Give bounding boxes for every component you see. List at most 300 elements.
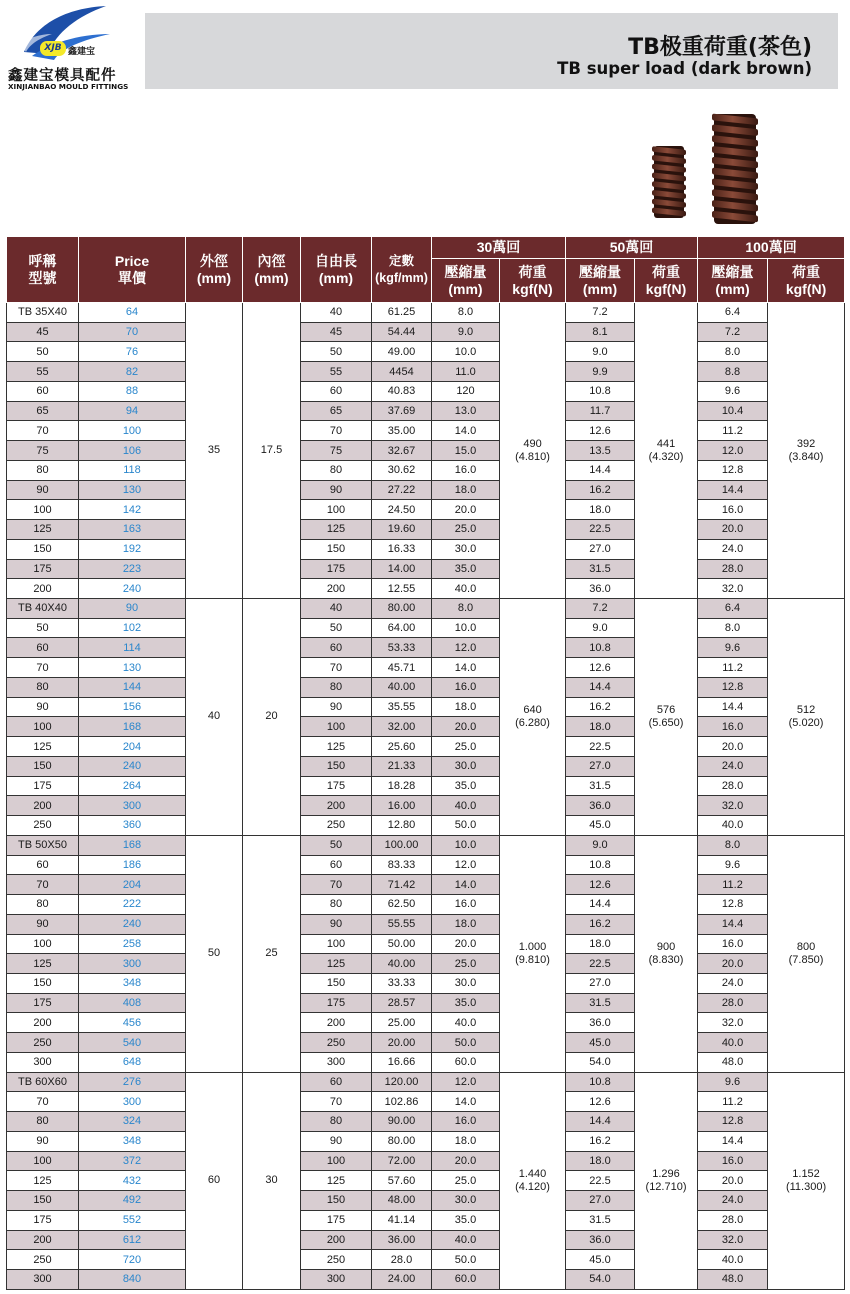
page-subtitle: TB super load (dark brown) <box>557 59 812 78</box>
cell-compression-100: 8.8 <box>698 362 768 382</box>
cell-constant: 53.33 <box>372 638 432 658</box>
cell-compression-100: 28.0 <box>698 1210 768 1230</box>
cell-compression-100: 28.0 <box>698 776 768 796</box>
cell-price: 100 <box>79 421 186 441</box>
cell-price: 300 <box>79 954 186 974</box>
logo-badge: XJB <box>40 41 66 56</box>
cell-compression-50: 22.5 <box>566 954 635 974</box>
cell-price: 106 <box>79 441 186 461</box>
cell-constant: 25.00 <box>372 1013 432 1033</box>
cell-free-length: 50 <box>301 342 372 362</box>
cell-compression-50: 14.4 <box>566 895 635 915</box>
cell-price: 840 <box>79 1269 186 1289</box>
cell-model: 150 <box>7 973 79 993</box>
cell-compression-30: 30.0 <box>432 539 500 559</box>
cell-outer-diameter: 35 <box>186 303 243 599</box>
cell-free-length: 55 <box>301 362 372 382</box>
cell-compression-30: 25.0 <box>432 737 500 757</box>
cell-free-length: 80 <box>301 677 372 697</box>
cell-compression-100: 48.0 <box>698 1052 768 1072</box>
cell-constant: 12.55 <box>372 579 432 599</box>
cell-compression-30: 40.0 <box>432 796 500 816</box>
cell-free-length: 60 <box>301 1072 372 1092</box>
cell-constant: 120.00 <box>372 1072 432 1092</box>
cell-price: 240 <box>79 579 186 599</box>
cell-compression-30: 30.0 <box>432 973 500 993</box>
cell-model: 200 <box>7 1230 79 1250</box>
col-group-30: 30萬回 <box>432 237 566 259</box>
cell-free-length: 60 <box>301 855 372 875</box>
table-row <box>7 401 845 421</box>
cell-constant: 54.44 <box>372 322 432 342</box>
col-header-price: Price 單價 <box>79 237 186 303</box>
table-row <box>7 697 845 717</box>
cell-constant: 19.60 <box>372 520 432 540</box>
cell-model: 60 <box>7 638 79 658</box>
table-row <box>7 381 845 401</box>
cell-free-length: 250 <box>301 1033 372 1053</box>
table-row <box>7 500 845 520</box>
cell-compression-100: 12.0 <box>698 441 768 461</box>
cell-compression-100: 7.2 <box>698 322 768 342</box>
table-row <box>7 993 845 1013</box>
cell-compression-100: 32.0 <box>698 1230 768 1250</box>
cell-free-length: 175 <box>301 776 372 796</box>
cell-free-length: 90 <box>301 1131 372 1151</box>
cell-compression-100: 24.0 <box>698 973 768 993</box>
cell-compression-30: 25.0 <box>432 1171 500 1191</box>
table-row <box>7 1269 845 1289</box>
cell-price: 348 <box>79 973 186 993</box>
cell-compression-100: 28.0 <box>698 559 768 579</box>
cell-compression-50: 10.8 <box>566 1072 635 1092</box>
spec-table-body <box>7 303 845 1290</box>
cell-compression-50: 14.4 <box>566 677 635 697</box>
table-row <box>7 776 845 796</box>
cell-model: 80 <box>7 460 79 480</box>
cell-compression-100: 32.0 <box>698 579 768 599</box>
table-row <box>7 1250 845 1270</box>
cell-compression-100: 9.6 <box>698 381 768 401</box>
cell-compression-30: 10.0 <box>432 835 500 855</box>
cell-compression-50: 45.0 <box>566 816 635 836</box>
cell-compression-50: 9.0 <box>566 342 635 362</box>
cell-free-length: 175 <box>301 559 372 579</box>
cell-constant: 71.42 <box>372 875 432 895</box>
col-header-load-30: 荷重 kgf(N) <box>500 259 566 303</box>
cell-model: 175 <box>7 993 79 1013</box>
cell-compression-30: 20.0 <box>432 717 500 737</box>
cell-free-length: 45 <box>301 322 372 342</box>
cell-model: 150 <box>7 756 79 776</box>
col-header-od: 外徑 (mm) <box>186 237 243 303</box>
cell-model: 90 <box>7 697 79 717</box>
table-row <box>7 677 845 697</box>
cell-free-length: 125 <box>301 520 372 540</box>
cell-compression-50: 14.4 <box>566 460 635 480</box>
cell-constant: 37.69 <box>372 401 432 421</box>
cell-free-length: 150 <box>301 973 372 993</box>
cell-compression-50: 27.0 <box>566 756 635 776</box>
cell-model: 60 <box>7 381 79 401</box>
cell-compression-30: 20.0 <box>432 1151 500 1171</box>
cell-model: 125 <box>7 520 79 540</box>
table-row <box>7 1072 845 1092</box>
cell-compression-100: 9.6 <box>698 1072 768 1092</box>
cell-model: 200 <box>7 796 79 816</box>
cell-free-length: 150 <box>301 539 372 559</box>
cell-constant: 80.00 <box>372 599 432 619</box>
table-row <box>7 1171 845 1191</box>
table-row <box>7 441 845 461</box>
cell-price: 186 <box>79 855 186 875</box>
cell-compression-100: 14.4 <box>698 914 768 934</box>
cell-compression-50: 16.2 <box>566 914 635 934</box>
cell-compression-30: 35.0 <box>432 993 500 1013</box>
cell-compression-100: 48.0 <box>698 1269 768 1289</box>
cell-compression-50: 18.0 <box>566 500 635 520</box>
table-row <box>7 796 845 816</box>
table-row <box>7 835 845 855</box>
cell-price: 82 <box>79 362 186 382</box>
table-row <box>7 875 845 895</box>
cell-compression-30: 50.0 <box>432 1033 500 1053</box>
cell-constant: 40.00 <box>372 677 432 697</box>
cell-compression-100: 11.2 <box>698 875 768 895</box>
cell-free-length: 60 <box>301 381 372 401</box>
cell-free-length: 250 <box>301 1250 372 1270</box>
cell-compression-100: 6.4 <box>698 599 768 619</box>
cell-constant: 40.83 <box>372 381 432 401</box>
cell-constant: 36.00 <box>372 1230 432 1250</box>
cell-compression-100: 40.0 <box>698 1033 768 1053</box>
cell-model: 175 <box>7 776 79 796</box>
table-row <box>7 756 845 776</box>
cell-compression-100: 20.0 <box>698 1171 768 1191</box>
cell-compression-50: 22.5 <box>566 1171 635 1191</box>
cell-compression-50: 16.2 <box>566 1131 635 1151</box>
cell-compression-30: 10.0 <box>432 618 500 638</box>
cell-constant: 72.00 <box>372 1151 432 1171</box>
table-row <box>7 618 845 638</box>
cell-outer-diameter: 60 <box>186 1072 243 1289</box>
cell-compression-100: 40.0 <box>698 1250 768 1270</box>
cell-price: 114 <box>79 638 186 658</box>
cell-price: 264 <box>79 776 186 796</box>
cell-compression-30: 16.0 <box>432 895 500 915</box>
table-row <box>7 559 845 579</box>
cell-compression-50: 31.5 <box>566 1210 635 1230</box>
table-row <box>7 460 845 480</box>
cell-constant: 50.00 <box>372 934 432 954</box>
cell-price: 88 <box>79 381 186 401</box>
cell-model: TB 35X40 <box>7 303 79 323</box>
cell-free-length: 125 <box>301 737 372 757</box>
cell-constant: 24.50 <box>372 500 432 520</box>
cell-compression-50: 45.0 <box>566 1250 635 1270</box>
cell-compression-50: 10.8 <box>566 638 635 658</box>
cell-model: 70 <box>7 658 79 678</box>
col-header-free-length: 自由長 (mm) <box>301 237 372 303</box>
cell-compression-50: 12.6 <box>566 658 635 678</box>
cell-compression-30: 120 <box>432 381 500 401</box>
cell-price: 720 <box>79 1250 186 1270</box>
cell-load-30: 640 (6.280) <box>500 599 566 836</box>
cell-load-100: 512 (5.020) <box>768 599 845 836</box>
cell-compression-50: 18.0 <box>566 1151 635 1171</box>
cell-model: 100 <box>7 1151 79 1171</box>
cell-free-length: 40 <box>301 303 372 323</box>
cell-compression-50: 31.5 <box>566 993 635 1013</box>
large-spring-icon <box>712 114 758 224</box>
cell-price: 222 <box>79 895 186 915</box>
cell-constant: 33.33 <box>372 973 432 993</box>
cell-model: 200 <box>7 579 79 599</box>
cell-free-length: 300 <box>301 1052 372 1072</box>
cell-model: 100 <box>7 717 79 737</box>
cell-free-length: 40 <box>301 599 372 619</box>
cell-compression-30: 11.0 <box>432 362 500 382</box>
table-row <box>7 421 845 441</box>
cell-inner-diameter: 30 <box>243 1072 301 1289</box>
table-row <box>7 658 845 678</box>
cell-price: 163 <box>79 520 186 540</box>
cell-constant: 57.60 <box>372 1171 432 1191</box>
cell-free-length: 70 <box>301 1092 372 1112</box>
cell-compression-100: 40.0 <box>698 816 768 836</box>
cell-free-length: 80 <box>301 460 372 480</box>
table-row <box>7 855 845 875</box>
cell-inner-diameter: 20 <box>243 599 301 836</box>
cell-model: 125 <box>7 954 79 974</box>
cell-price: 156 <box>79 697 186 717</box>
cell-free-length: 300 <box>301 1269 372 1289</box>
cell-free-length: 70 <box>301 421 372 441</box>
cell-model: 70 <box>7 421 79 441</box>
cell-free-length: 80 <box>301 1112 372 1132</box>
cell-model: 200 <box>7 1013 79 1033</box>
cell-compression-30: 14.0 <box>432 658 500 678</box>
cell-compression-100: 6.4 <box>698 303 768 323</box>
cell-model: 45 <box>7 322 79 342</box>
cell-load-30: 1.000 (9.810) <box>500 835 566 1072</box>
cell-compression-30: 13.0 <box>432 401 500 421</box>
cell-price: 142 <box>79 500 186 520</box>
cell-price: 70 <box>79 322 186 342</box>
cell-free-length: 175 <box>301 993 372 1013</box>
cell-price: 612 <box>79 1230 186 1250</box>
cell-compression-50: 36.0 <box>566 579 635 599</box>
cell-compression-30: 18.0 <box>432 480 500 500</box>
table-row <box>7 1013 845 1033</box>
cell-price: 102 <box>79 618 186 638</box>
cell-compression-100: 12.8 <box>698 460 768 480</box>
cell-price: 324 <box>79 1112 186 1132</box>
cell-constant: 55.55 <box>372 914 432 934</box>
cell-free-length: 100 <box>301 934 372 954</box>
col-header-model: 呼稱 型號 <box>7 237 79 303</box>
cell-compression-100: 24.0 <box>698 756 768 776</box>
cell-model: 175 <box>7 559 79 579</box>
cell-model: 65 <box>7 401 79 421</box>
cell-constant: 80.00 <box>372 1131 432 1151</box>
cell-constant: 64.00 <box>372 618 432 638</box>
logo-company-name: 鑫建宝模具配件 <box>8 68 117 84</box>
cell-price: 276 <box>79 1072 186 1092</box>
cell-free-length: 60 <box>301 638 372 658</box>
col-header-compression-30: 壓縮量 (mm) <box>432 259 500 303</box>
cell-load-30: 1.440 (4.120) <box>500 1072 566 1289</box>
cell-constant: 28.0 <box>372 1250 432 1270</box>
table-row <box>7 816 845 836</box>
cell-compression-100: 24.0 <box>698 539 768 559</box>
cell-model: 80 <box>7 895 79 915</box>
cell-inner-diameter: 17.5 <box>243 303 301 599</box>
cell-price: 240 <box>79 756 186 776</box>
cell-constant: 14.00 <box>372 559 432 579</box>
cell-compression-100: 12.8 <box>698 1112 768 1132</box>
cell-constant: 62.50 <box>372 895 432 915</box>
cell-model: 250 <box>7 1033 79 1053</box>
cell-compression-30: 20.0 <box>432 934 500 954</box>
table-row <box>7 717 845 737</box>
cell-free-length: 100 <box>301 1151 372 1171</box>
cell-free-length: 125 <box>301 1171 372 1191</box>
cell-load-50: 576 (5.650) <box>635 599 698 836</box>
table-row <box>7 362 845 382</box>
cell-compression-30: 30.0 <box>432 1191 500 1211</box>
cell-compression-100: 10.4 <box>698 401 768 421</box>
cell-compression-30: 35.0 <box>432 559 500 579</box>
cell-compression-30: 50.0 <box>432 816 500 836</box>
cell-constant: 35.55 <box>372 697 432 717</box>
cell-compression-30: 12.0 <box>432 638 500 658</box>
cell-compression-100: 12.8 <box>698 895 768 915</box>
cell-price: 94 <box>79 401 186 421</box>
cell-price: 168 <box>79 717 186 737</box>
cell-compression-100: 24.0 <box>698 1191 768 1211</box>
cell-compression-50: 31.5 <box>566 559 635 579</box>
cell-model: TB 50X50 <box>7 835 79 855</box>
cell-compression-50: 54.0 <box>566 1269 635 1289</box>
table-row <box>7 1112 845 1132</box>
cell-compression-30: 12.0 <box>432 1072 500 1092</box>
cell-model: 100 <box>7 500 79 520</box>
cell-price: 408 <box>79 993 186 1013</box>
cell-constant: 45.71 <box>372 658 432 678</box>
cell-free-length: 70 <box>301 875 372 895</box>
cell-compression-50: 13.5 <box>566 441 635 461</box>
cell-compression-100: 20.0 <box>698 737 768 757</box>
cell-compression-30: 14.0 <box>432 421 500 441</box>
cell-constant: 32.67 <box>372 441 432 461</box>
cell-free-length: 200 <box>301 579 372 599</box>
cell-compression-50: 36.0 <box>566 1013 635 1033</box>
cell-price: 300 <box>79 1092 186 1112</box>
cell-model: 70 <box>7 875 79 895</box>
col-header-load-50: 荷重 kgf(N) <box>635 259 698 303</box>
table-row <box>7 579 845 599</box>
cell-compression-30: 40.0 <box>432 579 500 599</box>
cell-compression-100: 14.4 <box>698 480 768 500</box>
col-group-50: 50萬回 <box>566 237 698 259</box>
table-row <box>7 973 845 993</box>
cell-compression-50: 54.0 <box>566 1052 635 1072</box>
cell-free-length: 150 <box>301 1191 372 1211</box>
cell-price: 118 <box>79 460 186 480</box>
cell-constant: 16.66 <box>372 1052 432 1072</box>
cell-free-length: 175 <box>301 1210 372 1230</box>
cell-model: 60 <box>7 855 79 875</box>
cell-compression-30: 16.0 <box>432 460 500 480</box>
cell-compression-50: 9.9 <box>566 362 635 382</box>
cell-compression-50: 10.8 <box>566 381 635 401</box>
cell-compression-30: 16.0 <box>432 677 500 697</box>
cell-free-length: 150 <box>301 756 372 776</box>
cell-free-length: 200 <box>301 796 372 816</box>
cell-compression-30: 60.0 <box>432 1269 500 1289</box>
cell-free-length: 90 <box>301 697 372 717</box>
col-group-100: 100萬回 <box>698 237 845 259</box>
cell-constant: 61.25 <box>372 303 432 323</box>
table-row <box>7 1210 845 1230</box>
cell-free-length: 125 <box>301 954 372 974</box>
cell-compression-30: 8.0 <box>432 303 500 323</box>
cell-compression-50: 12.6 <box>566 875 635 895</box>
cell-price: 552 <box>79 1210 186 1230</box>
cell-compression-50: 36.0 <box>566 796 635 816</box>
cell-free-length: 65 <box>301 401 372 421</box>
cell-constant: 100.00 <box>372 835 432 855</box>
cell-compression-50: 45.0 <box>566 1033 635 1053</box>
cell-compression-100: 12.8 <box>698 677 768 697</box>
cell-compression-50: 7.2 <box>566 303 635 323</box>
cell-price: 144 <box>79 677 186 697</box>
cell-compression-50: 9.0 <box>566 835 635 855</box>
cell-constant: 27.22 <box>372 480 432 500</box>
table-row <box>7 914 845 934</box>
cell-constant: 49.00 <box>372 342 432 362</box>
table-row <box>7 1191 845 1211</box>
table-row <box>7 737 845 757</box>
cell-compression-50: 14.4 <box>566 1112 635 1132</box>
cell-compression-30: 25.0 <box>432 954 500 974</box>
col-header-compression-50: 壓縮量 (mm) <box>566 259 635 303</box>
cell-constant: 16.00 <box>372 796 432 816</box>
cell-compression-50: 22.5 <box>566 737 635 757</box>
company-logo <box>6 4 130 90</box>
logo-swoosh-icon <box>18 4 114 62</box>
cell-compression-50: 12.6 <box>566 421 635 441</box>
table-row <box>7 895 845 915</box>
cell-compression-50: 27.0 <box>566 539 635 559</box>
cell-load-30: 490 (4.810) <box>500 303 566 599</box>
cell-compression-30: 18.0 <box>432 697 500 717</box>
cell-model: 300 <box>7 1052 79 1072</box>
table-row <box>7 303 845 323</box>
cell-model: 50 <box>7 342 79 362</box>
cell-model: 75 <box>7 441 79 461</box>
cell-constant: 21.33 <box>372 756 432 776</box>
cell-compression-30: 18.0 <box>432 1131 500 1151</box>
table-row <box>7 934 845 954</box>
cell-compression-50: 16.2 <box>566 697 635 717</box>
cell-price: 64 <box>79 303 186 323</box>
cell-constant: 25.60 <box>372 737 432 757</box>
cell-constant: 24.00 <box>372 1269 432 1289</box>
cell-load-100: 392 (3.840) <box>768 303 845 599</box>
cell-load-50: 1.296 (12.710) <box>635 1072 698 1289</box>
